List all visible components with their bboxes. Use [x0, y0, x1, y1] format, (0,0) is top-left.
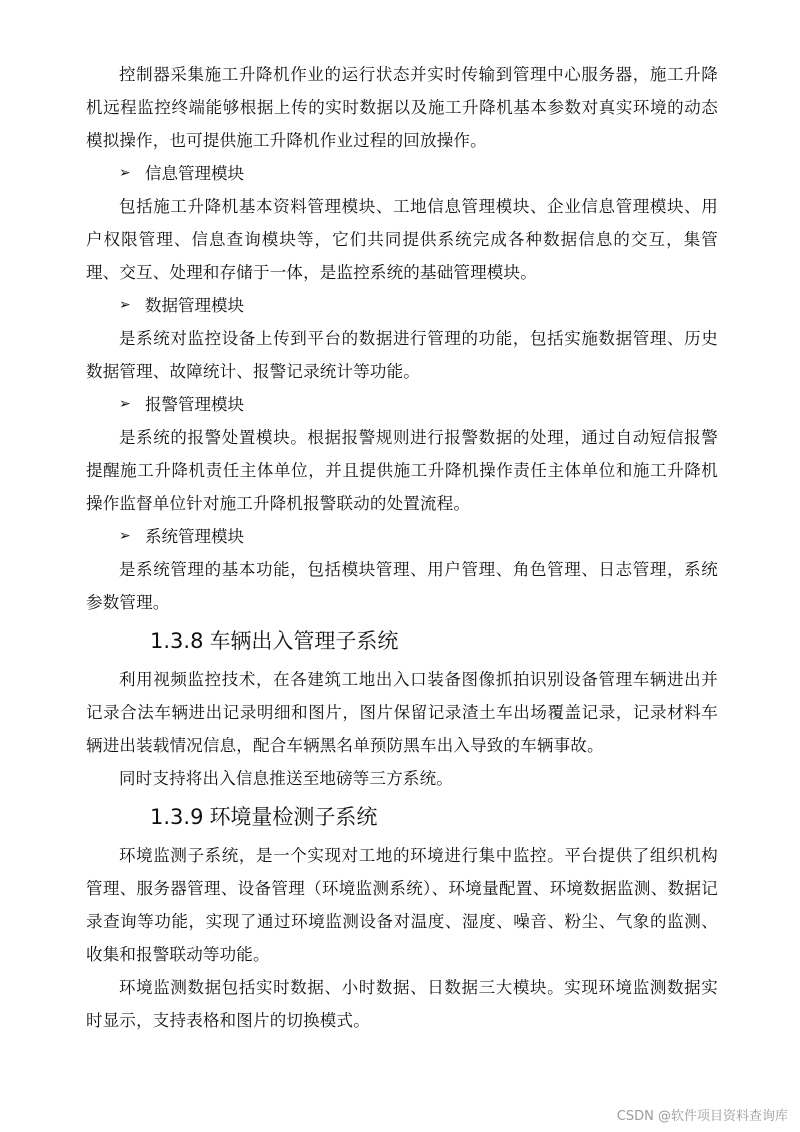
section-heading-1-3-8 [86, 619, 718, 663]
arrow-bullet-icon: ➢ [119, 165, 131, 181]
module-title: 系统管理模块 [145, 527, 244, 546]
module-bullet-data [86, 289, 718, 322]
section-paragraph: 利用视频监控技术，在各建筑工地出入口装备图像抓拍识别设备管理车辆进出并记录合法车辆进出记录明细和图片，图片保留记录渣土车出场覆盖记录，记录材料车辆进出装载情况信息，配合车辆黑名单预防黑车出入导致的车辆事故。 [86, 670, 718, 755]
arrow-bullet-icon: ➢ [119, 528, 131, 544]
module-body: 包括施工升降机基本资料管理模块、工地信息管理模块、企业信息管理模块、用户权限管理、信息查询模块等，它们共同提供系统完成各种数据信息的交互，集管理、交互、处理和存储于一体，是监控系统的基础管理模块。 [86, 197, 718, 282]
module-bullet-info [86, 157, 718, 190]
section-heading-1-3-9 [86, 795, 718, 839]
section-paragraph: 环境监测子系统，是一个实现对工地的环境进行集中监控。平台提供了组织机构管理、服务器管理、设备管理（环境监测系统）、环境量配置、环境数据监测、数据记录查询等功能，实现了通过环境监测设备对温度、湿度、噪音、粉尘、气象的监测、收集和报警联动等功能。 [86, 846, 718, 964]
section-title: 车辆出入管理子系统 [209, 629, 399, 653]
module-title: 报警管理模块 [145, 395, 244, 414]
module-body: 是系统对监控设备上传到平台的数据进行管理的功能，包括实施数据管理、历史数据管理、故障统计、报警记录统计等功能。 [86, 329, 718, 381]
module-title: 数据管理模块 [145, 296, 244, 315]
intro-paragraph: 控制器采集施工升降机作业的运行状态并实时传输到管理中心服务器，施工升降机远程监控终端能够根据上传的实时数据以及施工升降机基本参数对真实环境的动态模拟操作，也可提供施工升降机作业过程的回放操作。 [86, 65, 718, 150]
arrow-bullet-icon: ➢ [119, 396, 131, 412]
section-paragraph: 同时支持将出入信息推送至地磅等三方系统。 [119, 769, 453, 788]
module-bullet-alarm [86, 388, 718, 421]
module-bullet-system [86, 520, 718, 553]
module-body: 是系统的报警处置模块。根据报警规则进行报警数据的处理，通过自动短信报警提醒施工升降机责任主体单位，并且提供施工升降机操作责任主体单位和施工升降机操作监督单位针对施工升降机报警联动的处置流程。 [86, 428, 718, 513]
module-title: 信息管理模块 [145, 164, 244, 183]
section-number: 1.3.9 [150, 805, 204, 829]
document-page [86, 58, 718, 1037]
module-body: 是系统管理的基本功能，包括模块管理、用户管理、角色管理、日志管理，系统参数管理。 [86, 560, 718, 612]
section-number: 1.3.8 [150, 629, 204, 653]
watermark: CSDN @软件项目资料查询库 [616, 1109, 788, 1124]
section-paragraph: 环境监测数据包括实时数据、小时数据、日数据三大模块。实现环境监测数据实时显示，支持表格和图片的切换模式。 [86, 978, 718, 1030]
section-title: 环境量检测子系统 [209, 805, 378, 829]
arrow-bullet-icon: ➢ [119, 297, 131, 313]
